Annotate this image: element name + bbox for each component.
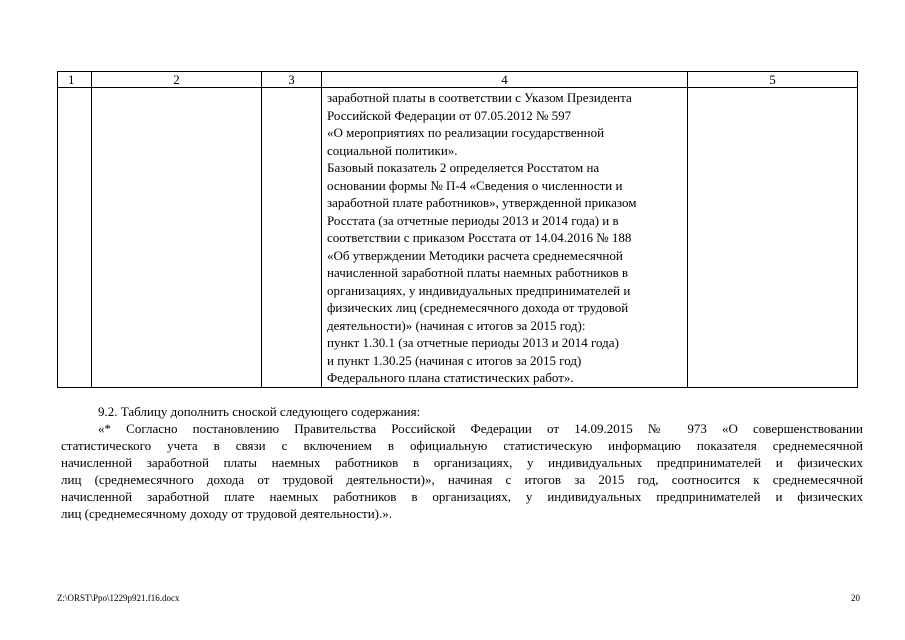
footnote-line: лиц (среднемесячному доходу от трудовой деятельности).».: [61, 506, 392, 521]
cell-col-4: [322, 88, 688, 388]
footnote-intro: 9.2. Таблицу дополнить сноской следующего содержания:: [98, 404, 421, 419]
page-number: 20: [851, 593, 860, 603]
cell-col-3: [262, 88, 322, 388]
text-line: Российской Федерации от 07.05.2012 № 597: [327, 107, 572, 123]
cell-col-5: [688, 88, 858, 388]
text-line: и пункт 1.30.25 (начиная с итогов за 2015 год): [327, 352, 582, 368]
text-line: Базовый показатель 2 определяется Росстатом на: [327, 160, 600, 175]
text-line: «О мероприятиях по реализации государственной: [327, 125, 605, 140]
column-number-1: 1: [58, 72, 92, 88]
text-line: заработной плате работников», утвержденной приказом: [327, 195, 637, 210]
column-number-3: 3: [262, 72, 322, 88]
cell-col-4-text: [322, 88, 687, 387]
continuation-table: [57, 71, 858, 388]
text-line: основании формы № П-4 «Сведения о численности и: [327, 177, 623, 193]
table-header-row: [58, 72, 858, 88]
footer-file-path: Z:\ORST\Ppo\1229p921.f16.docx: [57, 593, 180, 603]
text-line: физических лиц (среднемесячного дохода от трудовой: [327, 300, 629, 315]
footnote-line: начисленной заработной платы наемных работников в организациях, у индивидуальных предпринимателей и физических: [61, 455, 863, 470]
text-line: Росстата (за отчетные периоды 2013 и 2014 года) и в: [327, 212, 619, 228]
cell-col-2: [92, 88, 262, 388]
footnote-line: начисленной заработной плате наемных работников в организациях, у индивидуальных предпринимателей и физических: [61, 489, 863, 504]
column-number-2: 2: [92, 72, 262, 88]
cell-col-1: [58, 88, 92, 388]
text-line: социальной политики».: [327, 142, 458, 158]
text-line: деятельности)» (начиная с итогов за 2015 год):: [327, 317, 586, 333]
text-line: соответствии с приказом Росстата от 14.04.2016 № 188: [327, 230, 632, 245]
column-number-4: 4: [322, 72, 688, 88]
text-line: организациях, у индивидуальных предпринимателей и: [327, 282, 631, 298]
footnote-paragraph: [61, 403, 863, 522]
column-number-5: 5: [688, 72, 858, 88]
text-line: заработной платы в соответствии с Указом Президента: [327, 90, 632, 105]
text-line: начисленной заработной платы наемных работников в: [327, 265, 629, 280]
table-row: [58, 88, 858, 388]
text-line: пункт 1.30.1 (за отчетные периоды 2013 и 2014 года): [327, 335, 619, 350]
text-line: «Об утверждении Методики расчета среднемесячной: [327, 247, 623, 263]
text-line: Федерального плана статистических работ».: [327, 370, 574, 385]
footnote-line: «* Согласно постановлению Правительства Российской Федерации от 14.09.2015 № 973 «О совершенствовании: [98, 421, 863, 436]
footnote-line: лиц (среднемесячного дохода от трудовой деятельности)», начиная с итогов за 2015 год, соотносится к среднемесячной: [61, 472, 863, 487]
footnote-line: статистического учета в связи с включением в официальную статистическую информацию показателя среднемесячной: [61, 438, 863, 453]
